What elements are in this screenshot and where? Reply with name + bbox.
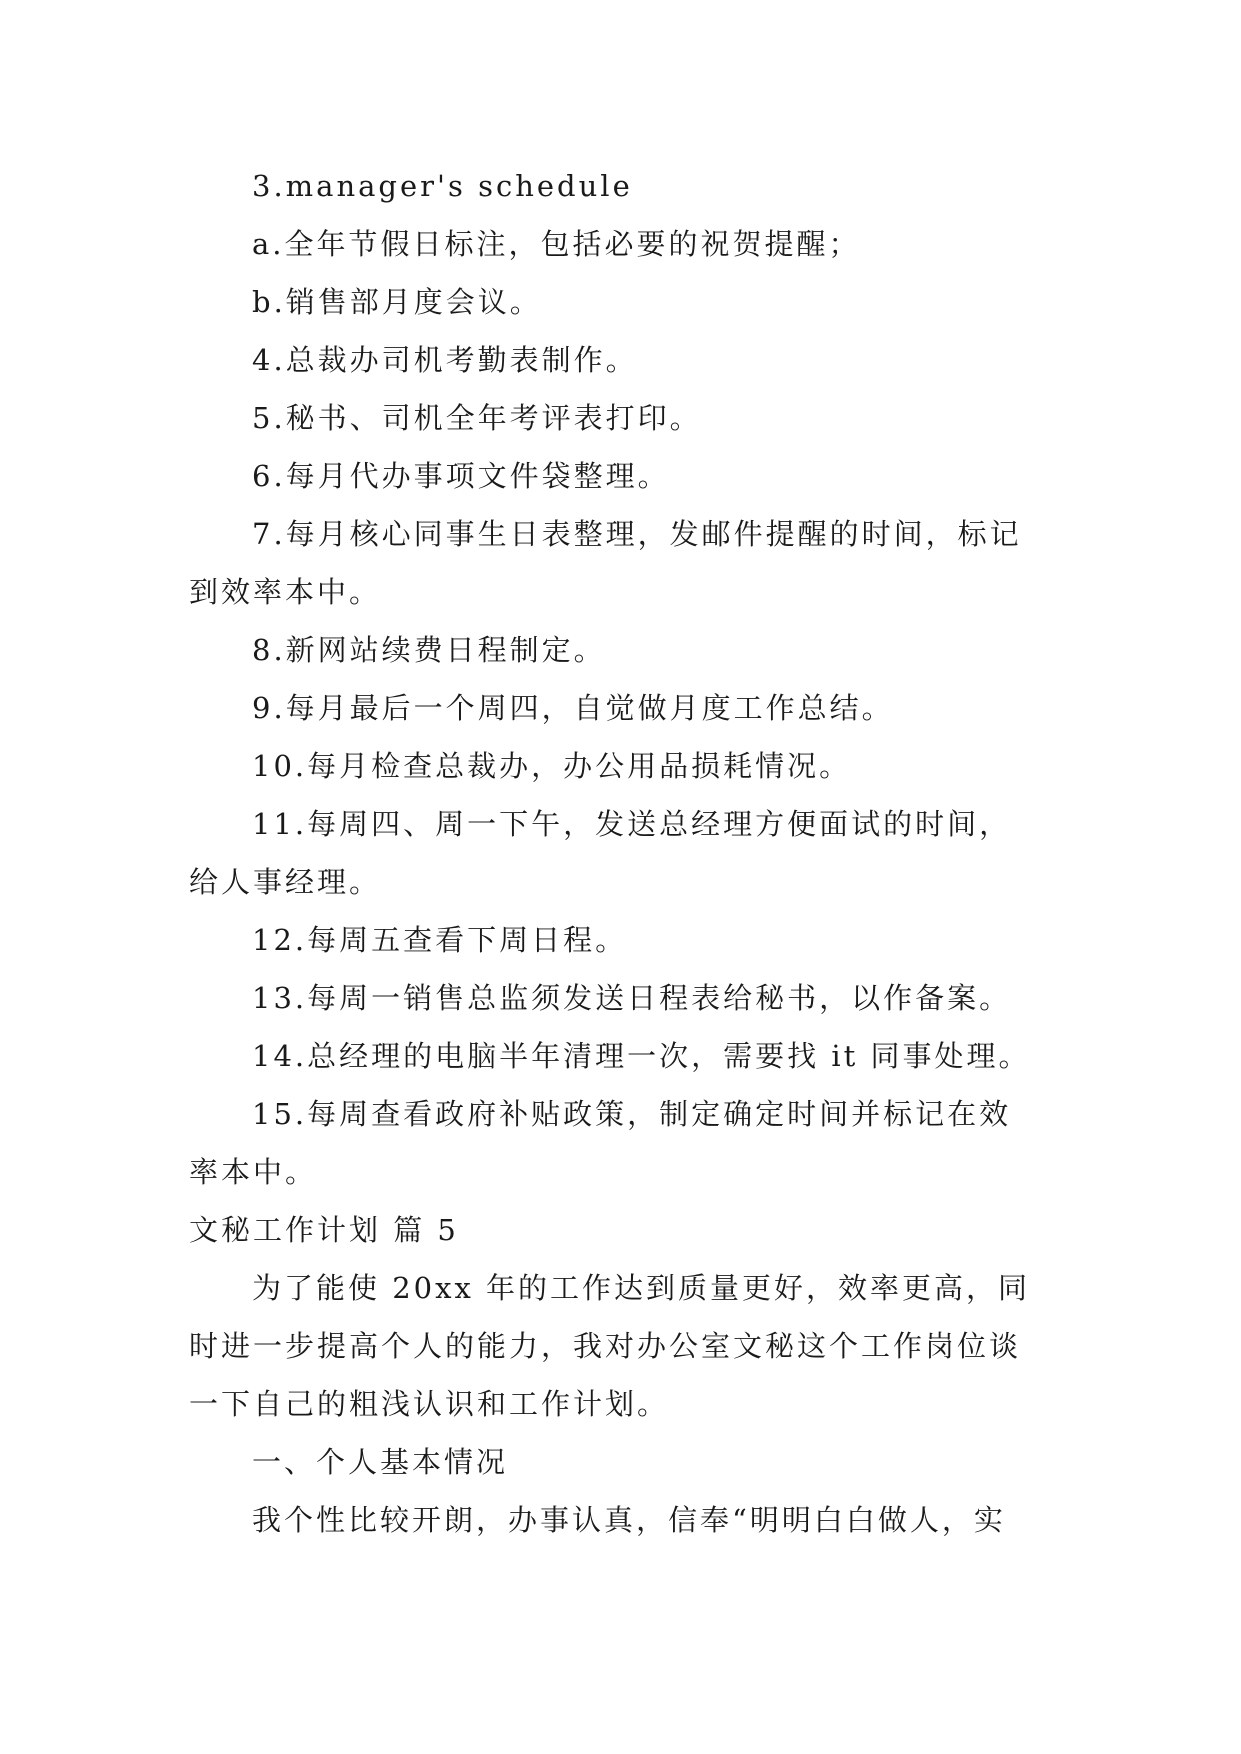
list-item-continuation: 率本中。 <box>189 1155 318 1189</box>
list-item: 6.每月代办事项文件袋整理。 <box>252 459 670 493</box>
list-item: 4.总裁办司机考勤表制作。 <box>252 343 638 377</box>
list-item: 7.每月核心同事生日表整理，发邮件提醒的时间，标记 <box>252 517 1022 551</box>
list-item-continuation: 到效率本中。 <box>189 575 382 609</box>
list-item: a.全年节假日标注，包括必要的祝贺提醒； <box>252 227 861 261</box>
section-heading: 文秘工作计划 篇 5 <box>189 1213 459 1247</box>
paragraph-line: 一下自己的粗浅认识和工作计划。 <box>189 1387 670 1421</box>
list-item: 3.manager's schedule <box>252 169 633 203</box>
list-item: 11.每周四、周一下午，发送总经理方便面试的时间， <box>252 807 1012 841</box>
list-item: 10.每月检查总裁办，办公用品损耗情况。 <box>252 749 852 783</box>
list-item-continuation: 给人事经理。 <box>189 865 382 899</box>
list-item: 15.每周查看政府补贴政策，制定确定时间并标记在效 <box>252 1097 1012 1131</box>
list-item: 13.每周一销售总监须发送日程表给秘书，以作备案。 <box>252 981 1012 1015</box>
list-item: 8.新网站续费日程制定。 <box>252 633 606 667</box>
list-item: 9.每月最后一个周四，自觉做月度工作总结。 <box>252 691 894 725</box>
paragraph-line: 我个性比较开朗，办事认真，信奉“明明白白做人，实 <box>252 1503 1006 1537</box>
subsection-heading: 一、个人基本情况 <box>252 1445 509 1479</box>
paragraph-line: 时进一步提高个人的能力，我对办公室文秘这个工作岗位谈 <box>189 1329 1022 1363</box>
paragraph-line: 为了能使 20xx 年的工作达到质量更好，效率更高，同 <box>252 1271 1031 1305</box>
list-item: 5.秘书、司机全年考评表打印。 <box>252 401 702 435</box>
list-item: b.销售部月度会议。 <box>252 285 542 319</box>
list-item: 12.每周五查看下周日程。 <box>252 923 628 957</box>
list-item: 14.总经理的电脑半年清理一次，需要找 it 同事处理。 <box>252 1039 1031 1073</box>
